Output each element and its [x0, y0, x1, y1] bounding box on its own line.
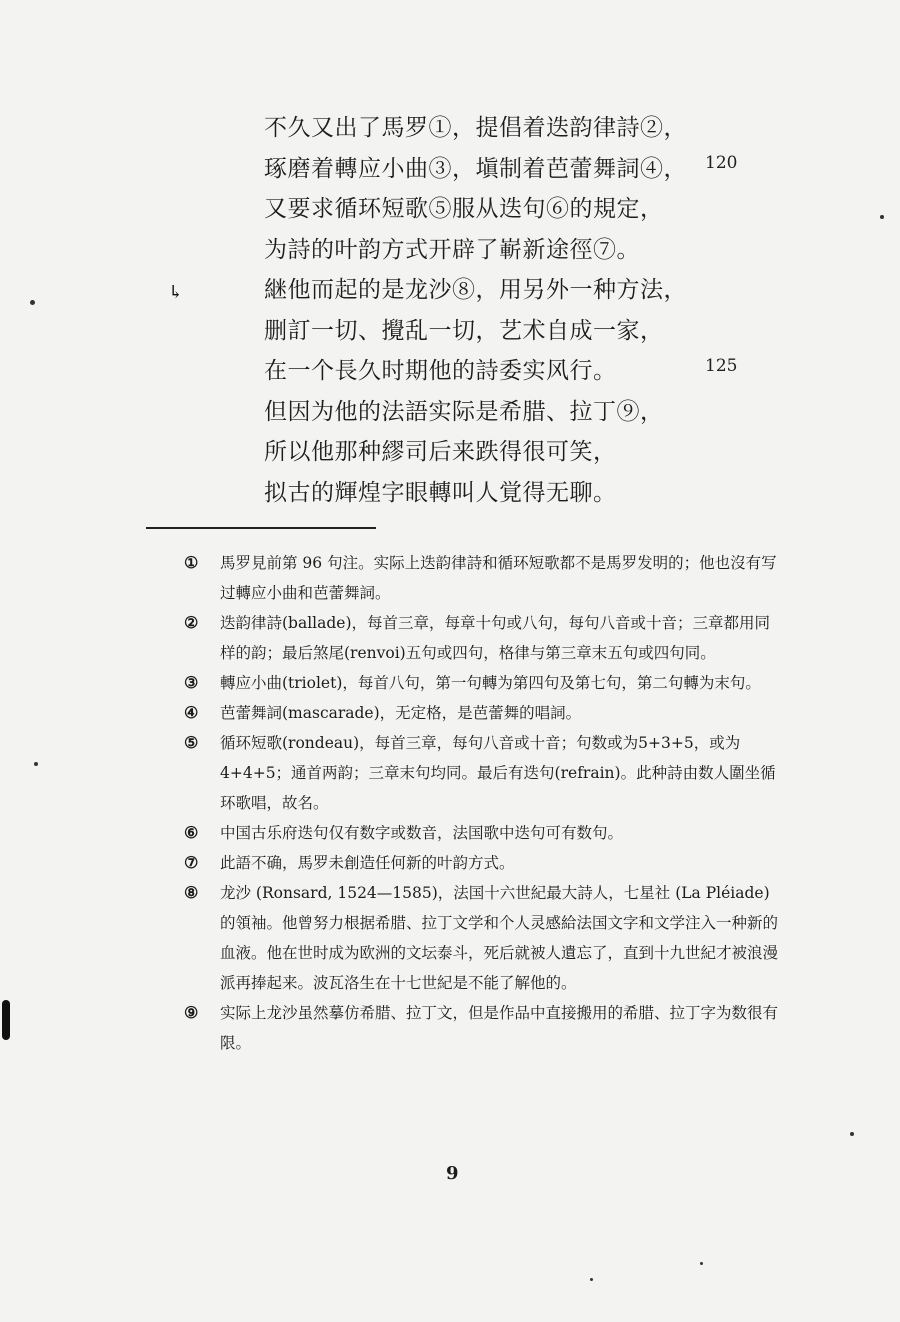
- footnote: [184, 998, 784, 1058]
- verse-line: 删訂一切、攪乱一切，艺术自成一家，: [264, 317, 664, 344]
- verse-line: 所以他那种繆司后来跌得很可笑，: [264, 439, 617, 465]
- footnote: [184, 848, 784, 878]
- footnote-number: ⑦: [184, 853, 199, 872]
- verse-line-text: 琢磨着轉应小曲③，塡制着芭蕾舞詞④，: [264, 155, 687, 182]
- verse-line: 不久又出了馬罗①，提倡着迭韵律詩②，: [264, 115, 687, 141]
- footnote-number: ②: [184, 613, 199, 632]
- poem-block: [264, 108, 824, 513]
- footnote: [184, 548, 784, 608]
- footnote-text: 中国古乐府迭句仅有数字或数音，法国歌中迭句可有数句。: [220, 824, 624, 842]
- footnote: [184, 728, 784, 818]
- footnote-text: 轉应小曲(triolet)，每首八句，第一句轉为第四句及第七句，第二句轉为末句。: [220, 674, 761, 692]
- footnote-number: ⑧: [184, 883, 199, 902]
- footnote: [184, 878, 784, 998]
- footnote-number: ①: [184, 553, 199, 572]
- footnote: [184, 668, 784, 698]
- scan-speck: [880, 215, 884, 219]
- line-number: 120: [705, 153, 738, 173]
- footnote-number: ⑤: [184, 733, 199, 752]
- verse-line: [264, 351, 824, 392]
- line-number: 125: [705, 356, 738, 376]
- footnote-number: ⑨: [184, 1003, 199, 1022]
- footnote-text: 循环短歌(rondeau)，每首三章，每句八音或十音；句数或为5+3+5，或为 4+4+5；通首两韵；三章末句均同。最后有迭句(refrain)。此种詩由数人圍坐循环歌唱，故名。: [220, 734, 776, 812]
- footnote-text: 馬罗見前第 96 句注。实际上迭韵律詩和循环短歌都不是馬罗发明的；他也沒有写过轉应小曲和芭蕾舞詞。: [220, 554, 777, 602]
- verse-line-text: 在一个長久时期他的詩委实风行。: [264, 358, 617, 384]
- scan-speck: [850, 1132, 854, 1136]
- footnote-text: 芭蕾舞詞(mascarade)，无定格，是芭蕾舞的唱詞。: [220, 704, 582, 722]
- verse-line: 継他而起的是龙沙⑧，用另外一种方法，: [264, 277, 687, 303]
- footnote-text: 实际上龙沙虽然摹仿希腊、拉丁文，但是作品中直接搬用的希腊、拉丁字为数很有限。: [220, 1004, 779, 1052]
- footnote: [184, 818, 784, 848]
- page-number: 9: [446, 1163, 459, 1184]
- scan-speck: [30, 300, 35, 305]
- footnote: [184, 698, 784, 728]
- footnotes: [184, 548, 784, 1058]
- verse-line: 为詩的叶韵方式开辟了嶄新途徑⑦。: [264, 236, 640, 263]
- footnote-text: 此語不确，馬罗未創造任何新的叶韵方式。: [220, 854, 515, 872]
- verse-line: 又要求循环短歌⑤服从迭句⑥的規定，: [264, 196, 664, 222]
- footnote-number: ④: [184, 703, 199, 722]
- verse-line: [264, 149, 824, 190]
- footnote-text: 龙沙 (Ronsard, 1524—1585)，法国十六世紀最大詩人，七星社 (La Pléiade) 的領袖。他曾努力根据希腊、拉丁文学和个人灵感給法国文字和文学注入一种新的血液。他在世时成为欧洲的文坛泰斗，死后就被人遺忘了，直到十九世紀才被浪漫派再捧起来。波瓦洛生在十七世紀是不能了解他的。: [220, 884, 779, 992]
- scan-speck: [34, 762, 38, 766]
- margin-mark: ↳: [168, 282, 184, 303]
- footnote-rule: [146, 527, 376, 529]
- footnote: [184, 608, 784, 668]
- scan-speck: [2, 1000, 10, 1040]
- footnote-number: ⑥: [184, 823, 199, 842]
- scan-speck: [590, 1278, 593, 1281]
- footnote-text: 迭韵律詩(ballade)，每首三章，每章十句或八句，每句八音或十音；三章都用同样的韵；最后煞尾(renvoi)五句或四句，格律与第三章末五句或四句同。: [220, 614, 771, 662]
- footnote-number: ③: [184, 673, 199, 692]
- verse-line: 但因为他的法語实际是希腊、拉丁⑨，: [264, 398, 664, 425]
- verse-line: 拟古的輝煌字眼轉叫人覚得无聊。: [264, 479, 617, 506]
- scan-speck: [700, 1262, 703, 1265]
